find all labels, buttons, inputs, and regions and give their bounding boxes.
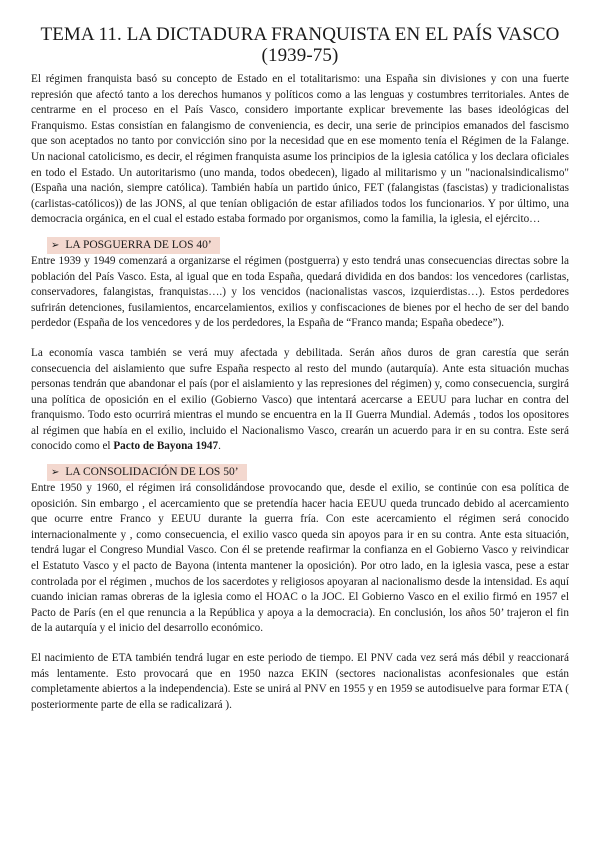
- heading-label: LA POSGUERRA DE LOS 40’: [65, 238, 212, 251]
- pacto-bayona-bold: Pacto de Bayona 1947: [113, 440, 219, 453]
- heading-label: LA CONSOLIDACIÓN DE LOS 50’: [65, 466, 239, 479]
- intro-paragraph: El régimen franquista basó su concepto de Estado en el totalitarismo: una España sin divisiones y con una fuerte represión que afectó tanto a los derechos humanos y políticos como a las lenguas y costumbres territoriales. Antes de centrarme en el proceso en el País Vasco, considero importante explicar brevemente las bases ideológicas del Franquismo. Estas consistían en falangismo de conveniencia, es decir, una serie de principios emanados del fascismo que son aceptados no tanto por convicción sino por la necesidad que en ese momento tenía el Régimen de la Falange. Un nacional catolicismo, es decir, el régimen franquista asume los principios de la iglesia católica y los declara oficiales en todo el Estado. Un autoritarismo (uno manda, todos obedecen), ligado al militarismo y un "nacionalsindicalismo" (España una nación, siempre católica). También había un partido único, FET (falangistas (fascistas) y tradicionalistas (carlistas-católicos)) de las JONS, al que tenían obligación de estar afiliados todos los funcionarios. Y por último, una democracia orgánica, en el cual el estado estaba formado por organismos, como la familia, la iglesia, el ejército…: [31, 73, 569, 226]
- section-heading-posguerra: [47, 235, 569, 254]
- paragraph-end: .: [218, 440, 221, 453]
- posguerra-paragraph-2: [31, 346, 569, 455]
- arrow-bullet-icon: ➢: [51, 467, 60, 479]
- consolidacion-paragraph-1: Entre 1950 y 1960, el régimen irá consolidándose provocando que, desde el exilio, se continúe con esa política de oposición. Sin embargo , el acercamiento que se pretendía hacer hacia EEUU queda truncado debido al acercamiento que ocurre entre Franco y EEUU durante la guerra fría. Con este acercamiento el régimen será conocido internacionalmente y , como consecuencia, el exilio vasco queda sin apoyos para ir en su contra. Ante esta situación, tendrá lugar el Congreso Mundial Vasco. Con él se pretende reafirmar la confianza en el Gobierno Vasco y reivindicar el Estatuto Vasco y el pacto de Bayona (intenta mantener la oposición). Por otro lado, en la iglesia vasca, pese a estar controlada por el régimen , muchos de los sacerdotes y religiosos apoyaran al nacionalismo desde la intensidad. Es aquí cuando inician ramas obreras de la iglesia como el HOAC o la JOC. El Gobierno Vasco en el exilio firmó en 1957 el Pacto de París (en el que renuncia a la República y apoya a la democracia). En conclusión, los años 50’ trajeron el fin de la autarquía y el inicio del desarrollo económico.: [31, 482, 569, 635]
- page-title: [31, 24, 569, 66]
- arrow-bullet-icon: ➢: [51, 239, 60, 251]
- title-line-1: TEMA 11. LA DICTADURA FRANQUISTA EN EL PAÍS VASCO: [40, 24, 560, 45]
- heading-highlight: [47, 237, 220, 254]
- section-heading-consolidacion: [47, 462, 569, 481]
- posguerra-paragraph-1: Entre 1939 y 1949 comenzará a organizarse el régimen (postguerra) y esto tendrá unas consecuencias directas sobre la población del País Vasco. Esta, al igual que en toda España, quedará dividida en dos bandos: los vencedores (carlistas, conservadores, falangistas, franquistas….) y los vencidos (nacionalistas vascos, izquierdistas…). Estos perdedores sufrirán detenciones, fusilamientos, encarcelamientos, exilios y confiscaciones de bienes por el hecho de ser del bando perdedor (España de los vencedores y de los perdedores, la España de “Franco manda; España obedece”).: [31, 254, 569, 330]
- consolidacion-paragraph-2: El nacimiento de ETA también tendrá lugar en este periodo de tiempo. El PNV cada vez será más débil y reaccionará más lentamente. Esto provocará que en 1950 nazca EKIN (sectores nacionalistas aconfesionales que están completamente abiertos a la independencia). Este se unirá al PNV en 1955 y en 1959 se autodisuelve para formar ETA ( posteriormente parte de ella se radicalizará ).: [31, 652, 569, 711]
- paragraph-text: La economía vasca también se verá muy afectada y debilitada. Serán años duros de gran carestía que serán consecuencia del aislamiento que sufre España respecto al resto del mundo (autarquía). Ante esta situación muchas personas tendrán que abandonar el país (por el aislamiento y las represiones del régimen) y, como consecuencia, surgirá una política de oposición en el exilio (Gobierno Vasco) que intentará acercarse a EEUU para luchar en contra del franquismo. Todo esto ocurrirá mientras el mundo se encuentra en la II Guerra Mundial. Además , todos los opositores al régimen que había en el exilio, incluido el Nacionalismo Vasco, crearán un acuerdo para ir en su contra. Este será conocido como el: [31, 346, 569, 453]
- heading-highlight: [47, 464, 247, 481]
- title-line-2: (1939-75): [261, 45, 339, 66]
